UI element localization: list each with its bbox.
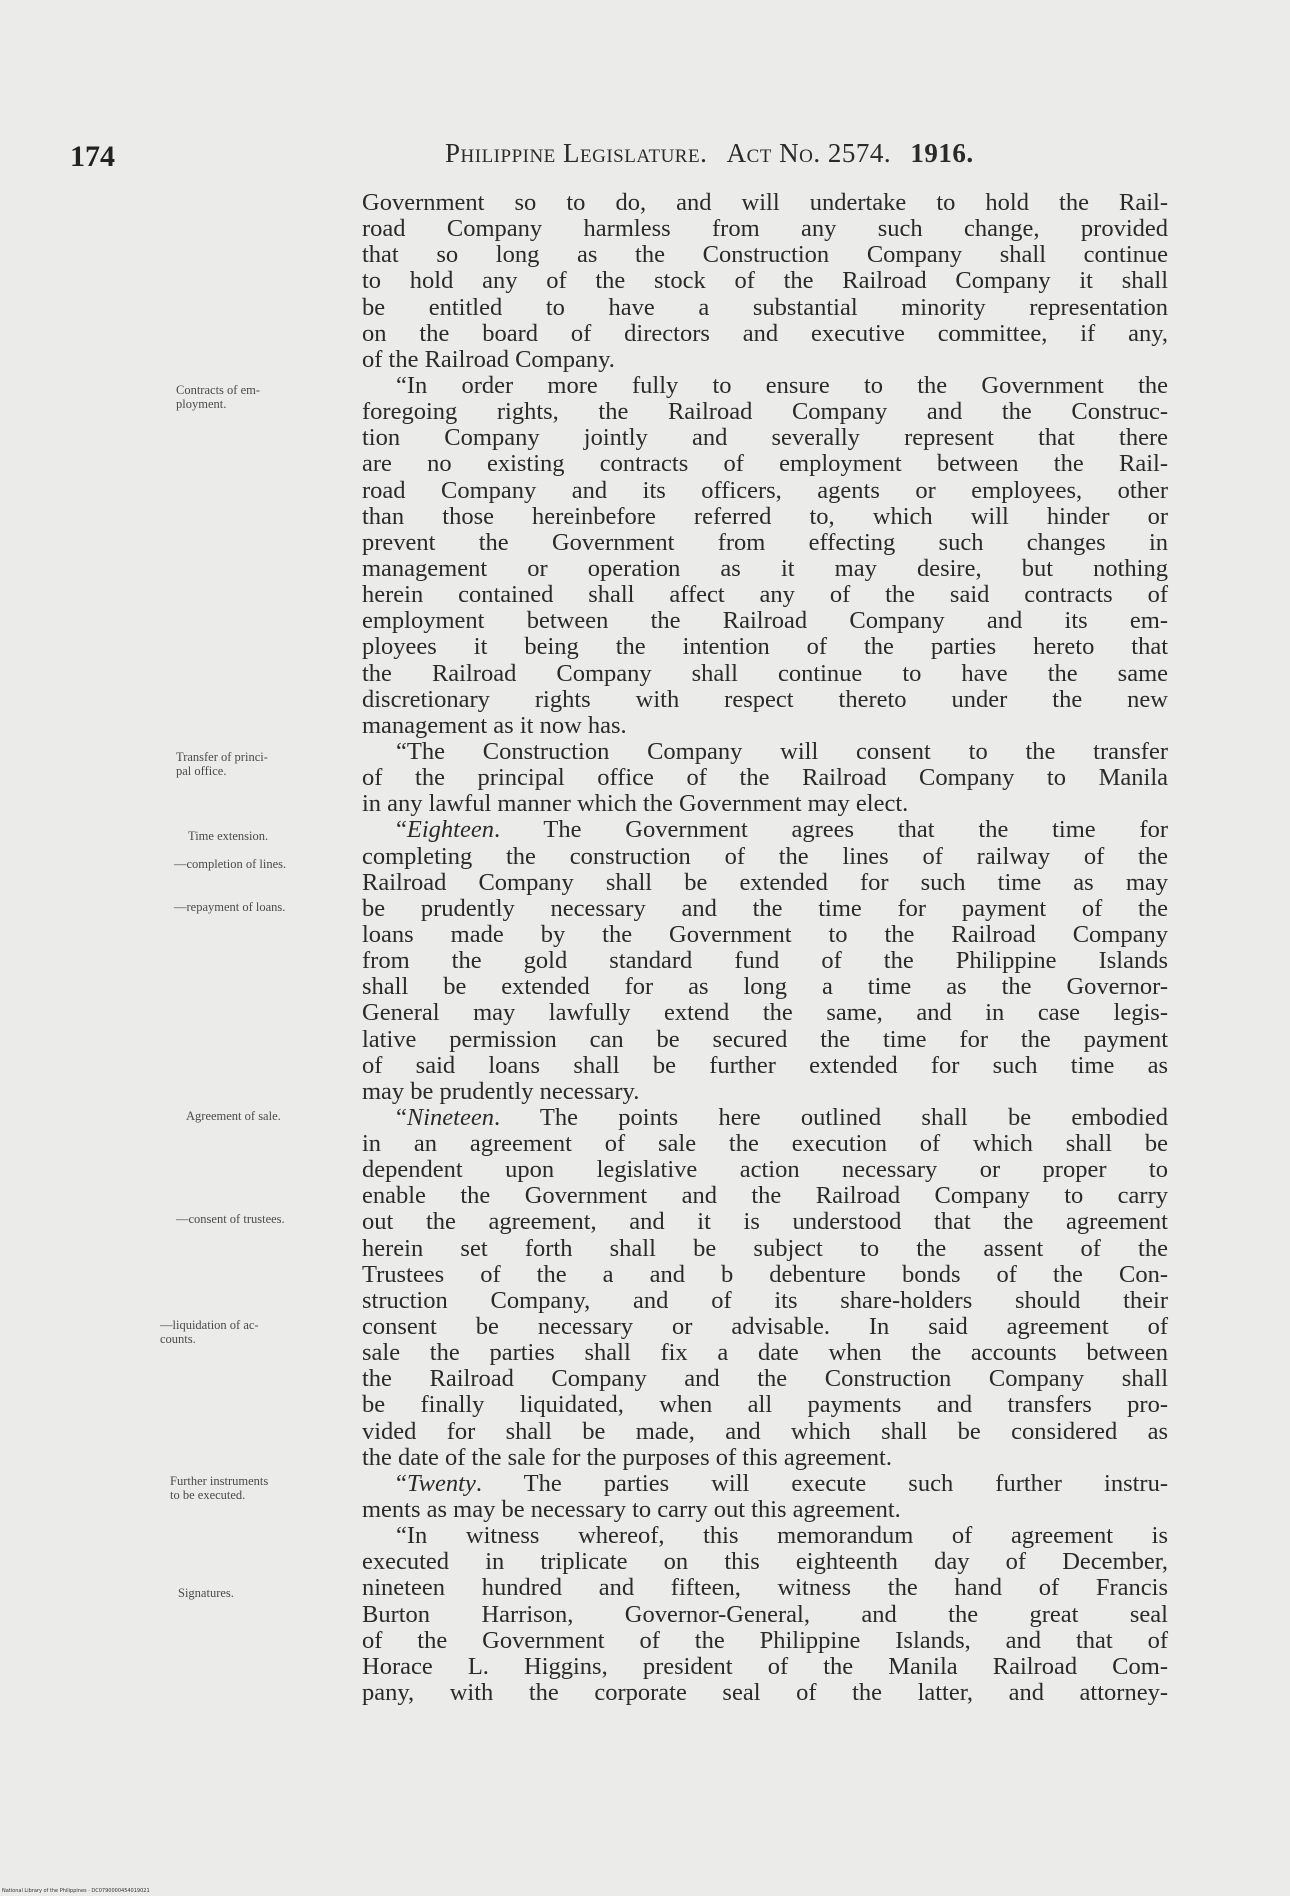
body-line: “In order more fully to ensure to the Government the (396, 371, 1168, 399)
margin-note-completion (174, 857, 369, 871)
body-line: “Nineteen. The points here outlined shall be embodied (396, 1103, 1168, 1131)
body-line: management as it now has. (362, 711, 627, 739)
footer-watermark: National Library of the Philippines · DC0790000454019021 (2, 1888, 150, 1894)
body-line: foregoing rights, the Railroad Company and the Construc- (362, 398, 1168, 426)
body-line: enable the Government and the Railroad Company to carry (362, 1182, 1168, 1210)
margin-note-agreement (186, 1109, 381, 1123)
body-line: ployees it being the intention of the parties hereto that (362, 633, 1168, 661)
margin-note-transfer (176, 750, 371, 778)
margin-note-consent (176, 1212, 371, 1226)
body-line: the Railroad Company shall continue to have the same (362, 659, 1168, 687)
body-line: of the Government of the Philippine Islands, and that of (362, 1626, 1168, 1654)
body-line: be prudently necessary and the time for payment of the (362, 894, 1168, 922)
section-numeral: Nineteen (406, 1103, 494, 1131)
body-line: Burton Harrison, Governor-General, and the great seal (362, 1600, 1168, 1628)
body-line: road Company and its officers, agents or employees, other (362, 476, 1168, 504)
body-line: be entitled to have a substantial minority representation (362, 293, 1168, 321)
body-line: the Railroad Company and the Construction Company shall (362, 1365, 1168, 1393)
margin-note-line: —completion of lines. (174, 857, 287, 871)
margin-note-line: Transfer of princi- (176, 750, 268, 764)
body-line: “The Construction Company will consent to the transfer (396, 737, 1168, 765)
body-line: out the agreement, and it is understood that the agreement (362, 1208, 1168, 1236)
body-line: Government so to do, and will undertake to hold the Rail- (362, 189, 1168, 216)
section-numeral: Twenty (406, 1469, 476, 1497)
body-line: of the principal office of the Railroad Company to Manila (362, 764, 1168, 792)
page-number: 174 (70, 140, 115, 173)
running-head-year: 1916. (910, 138, 974, 168)
body-line: ments as may be necessary to carry out this agreement. (362, 1496, 901, 1524)
margin-note-further (170, 1474, 365, 1502)
body-line: from the gold standard fund of the Philippine Islands (362, 947, 1168, 975)
body-line: herein set forth shall be subject to the assent of the (362, 1234, 1168, 1262)
body-line: consent be necessary or advisable. In said agreement of (362, 1313, 1168, 1341)
body-line: of said loans shall be further extended for such time as (362, 1051, 1168, 1079)
section-numeral: Eighteen (406, 816, 494, 844)
body-line: be finally liquidated, when all payments and transfers pro- (362, 1391, 1168, 1419)
margin-note-signatures (178, 1586, 373, 1600)
body-line: nineteen hundred and fifteen, witness the hand of Francis (362, 1574, 1168, 1602)
body-line: than those hereinbefore referred to, which will hinder or (362, 502, 1168, 530)
margin-note-line: Agreement of sale. (186, 1109, 281, 1123)
body-line: Horace L. Higgins, president of the Manila Railroad Com- (362, 1652, 1168, 1680)
running-head-legislature: Philippine Legislature. (445, 138, 708, 168)
body-line: shall be extended for as long a time as the Governor- (362, 973, 1168, 1001)
body-line: sale the parties shall fix a date when the accounts between (362, 1339, 1168, 1367)
margin-note-line: Contracts of em- (176, 383, 261, 397)
body-line: completing the construction of the lines of railway of the (362, 842, 1168, 870)
body-line: the date of the sale for the purposes of this agreement. (362, 1443, 892, 1471)
body-line: Railroad Company shall be extended for such time as may (362, 868, 1168, 896)
body-line: are no existing contracts of employment between the Rail- (362, 450, 1168, 478)
body-line: in an agreement of sale the execution of which shall be (362, 1130, 1168, 1158)
body-line: road Company harmless from any such change, provided (362, 215, 1168, 243)
body-line: pany, with the corporate seal of the latter, and attorney- (362, 1679, 1168, 1707)
body-line: struction Company, and of its share-holders should their (362, 1286, 1168, 1314)
body-line: of the Railroad Company. (362, 345, 615, 373)
margin-note-liquidation (160, 1318, 355, 1346)
body-line: herein contained shall affect any of the said contracts of (362, 581, 1168, 609)
body-line: “Eighteen. The Government agrees that the time for (396, 816, 1168, 844)
body-line: prevent the Government from effecting such changes in (362, 528, 1168, 556)
body-line: Trustees of the a and b debenture bonds of the Con- (362, 1260, 1168, 1288)
body-line: “Twenty. The parties will execute such further instru- (396, 1469, 1168, 1497)
body-line: “In witness whereof, this memorandum of agreement is (396, 1522, 1168, 1550)
margin-note-line: —liquidation of ac- (160, 1318, 259, 1332)
running-head (445, 138, 974, 169)
body-line: lative permission can be secured the time for the payment (362, 1025, 1168, 1053)
body-line: vided for shall be made, and which shall be considered as (362, 1417, 1168, 1445)
body-line: that so long as the Construction Company shall continue (362, 241, 1168, 269)
body-line: discretionary rights with respect thereto under the new (362, 685, 1168, 713)
body-line: may be prudently necessary. (362, 1077, 640, 1105)
margin-note-line: pal office. (176, 764, 227, 778)
margin-note-line: —repayment of loans. (174, 900, 286, 914)
margin-note-line: counts. (160, 1332, 196, 1346)
margin-note-line: to be executed. (170, 1488, 246, 1502)
body-line: executed in triplicate on this eighteenth day of December, (362, 1548, 1168, 1576)
margin-note-contracts (176, 383, 371, 411)
body-line: to hold any of the stock of the Railroad Company it shall (362, 267, 1168, 295)
body-line: loans made by the Government to the Railroad Company (362, 920, 1168, 948)
body-line: in any lawful manner which the Government may elect. (362, 790, 909, 818)
margin-note-line: Further instruments (170, 1474, 269, 1488)
margin-note-repayment (174, 900, 369, 914)
margin-note-line: —consent of trustees. (176, 1212, 285, 1226)
running-head-act: Act No. 2574. (726, 138, 892, 168)
body-line: on the board of directors and executive committee, if any, (362, 319, 1168, 347)
body-line: General may lawfully extend the same, and in case legis- (362, 999, 1168, 1027)
body-text (362, 190, 1168, 1706)
margin-note-line: Time extension. (188, 829, 269, 843)
body-line: employment between the Railroad Company and its em- (362, 607, 1168, 635)
margin-note-time-extension (188, 829, 383, 843)
margin-note-line: Signatures. (178, 1586, 234, 1600)
body-line: tion Company jointly and severally represent that there (362, 424, 1168, 452)
body-line: dependent upon legislative action necessary or proper to (362, 1156, 1168, 1184)
margin-note-line: ployment. (176, 397, 227, 411)
body-line: management or operation as it may desire, but nothing (362, 554, 1168, 582)
